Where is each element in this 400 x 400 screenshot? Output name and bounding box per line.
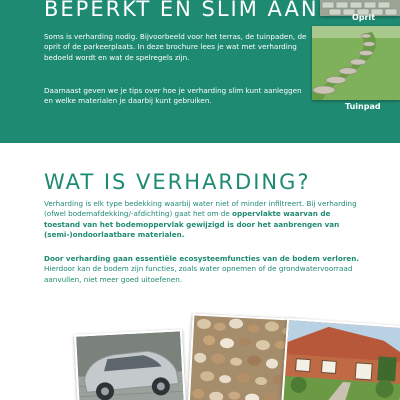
house-with-garden-photo	[281, 318, 400, 400]
intro-band	[0, 0, 400, 143]
garden-path-caption: Tuinpad	[345, 102, 381, 111]
consequence-text: Hierdoor kan de bodem zijn functies, zoals water opnemen of de grondwatervoorraad aanvullen, niet meer goed uitoefenen.	[44, 264, 353, 284]
car-on-pavement-photo	[74, 329, 186, 400]
car-illustration	[76, 331, 184, 400]
definition-paragraph	[44, 199, 360, 240]
house-illustration	[283, 320, 400, 400]
definition-emphasis: oppervlakte waarvan de toestand van het bodemoppervlak gewijzigd is door het aanbrengen van (semi-)ondoorlaatbare materialen.	[44, 209, 340, 239]
intro-paragraph-2: Daarnaast geven we je tips over hoe je verharding slim kunt aanleggen en welke materialen je daarbij kunt gebruiken.	[44, 86, 302, 106]
driveway-caption: Oprit	[352, 13, 376, 22]
consequence-paragraph	[44, 254, 360, 285]
intro-paragraph-1: Soms is verharding nodig. Bijvoorbeeld voor het terras, de tuinpaden, de oprit of de parkeerplaats. In deze brochure lees je wat met verharding bedoeld wordt en wat de spelregels zijn.	[44, 32, 307, 62]
consequence-emphasis: Door verharding gaan essentiële ecosysteemfuncties van de bodem verloren.	[44, 254, 360, 263]
definition-text: Verharding is elk type bedekking waarbij water niet of minder infiltreert. Bij verharding (ofwel bodemafdekking/-afdichting) gaat het om de	[44, 199, 357, 219]
intro-heading: BEPERKT EN SLIM AAN	[44, 0, 319, 21]
garden-path-photo	[312, 26, 400, 100]
garden-path-illustration	[312, 26, 400, 100]
gravel-illustration	[190, 315, 295, 400]
gravel-photo	[188, 313, 297, 400]
section-heading: WAT IS VERHARDING?	[44, 170, 311, 194]
